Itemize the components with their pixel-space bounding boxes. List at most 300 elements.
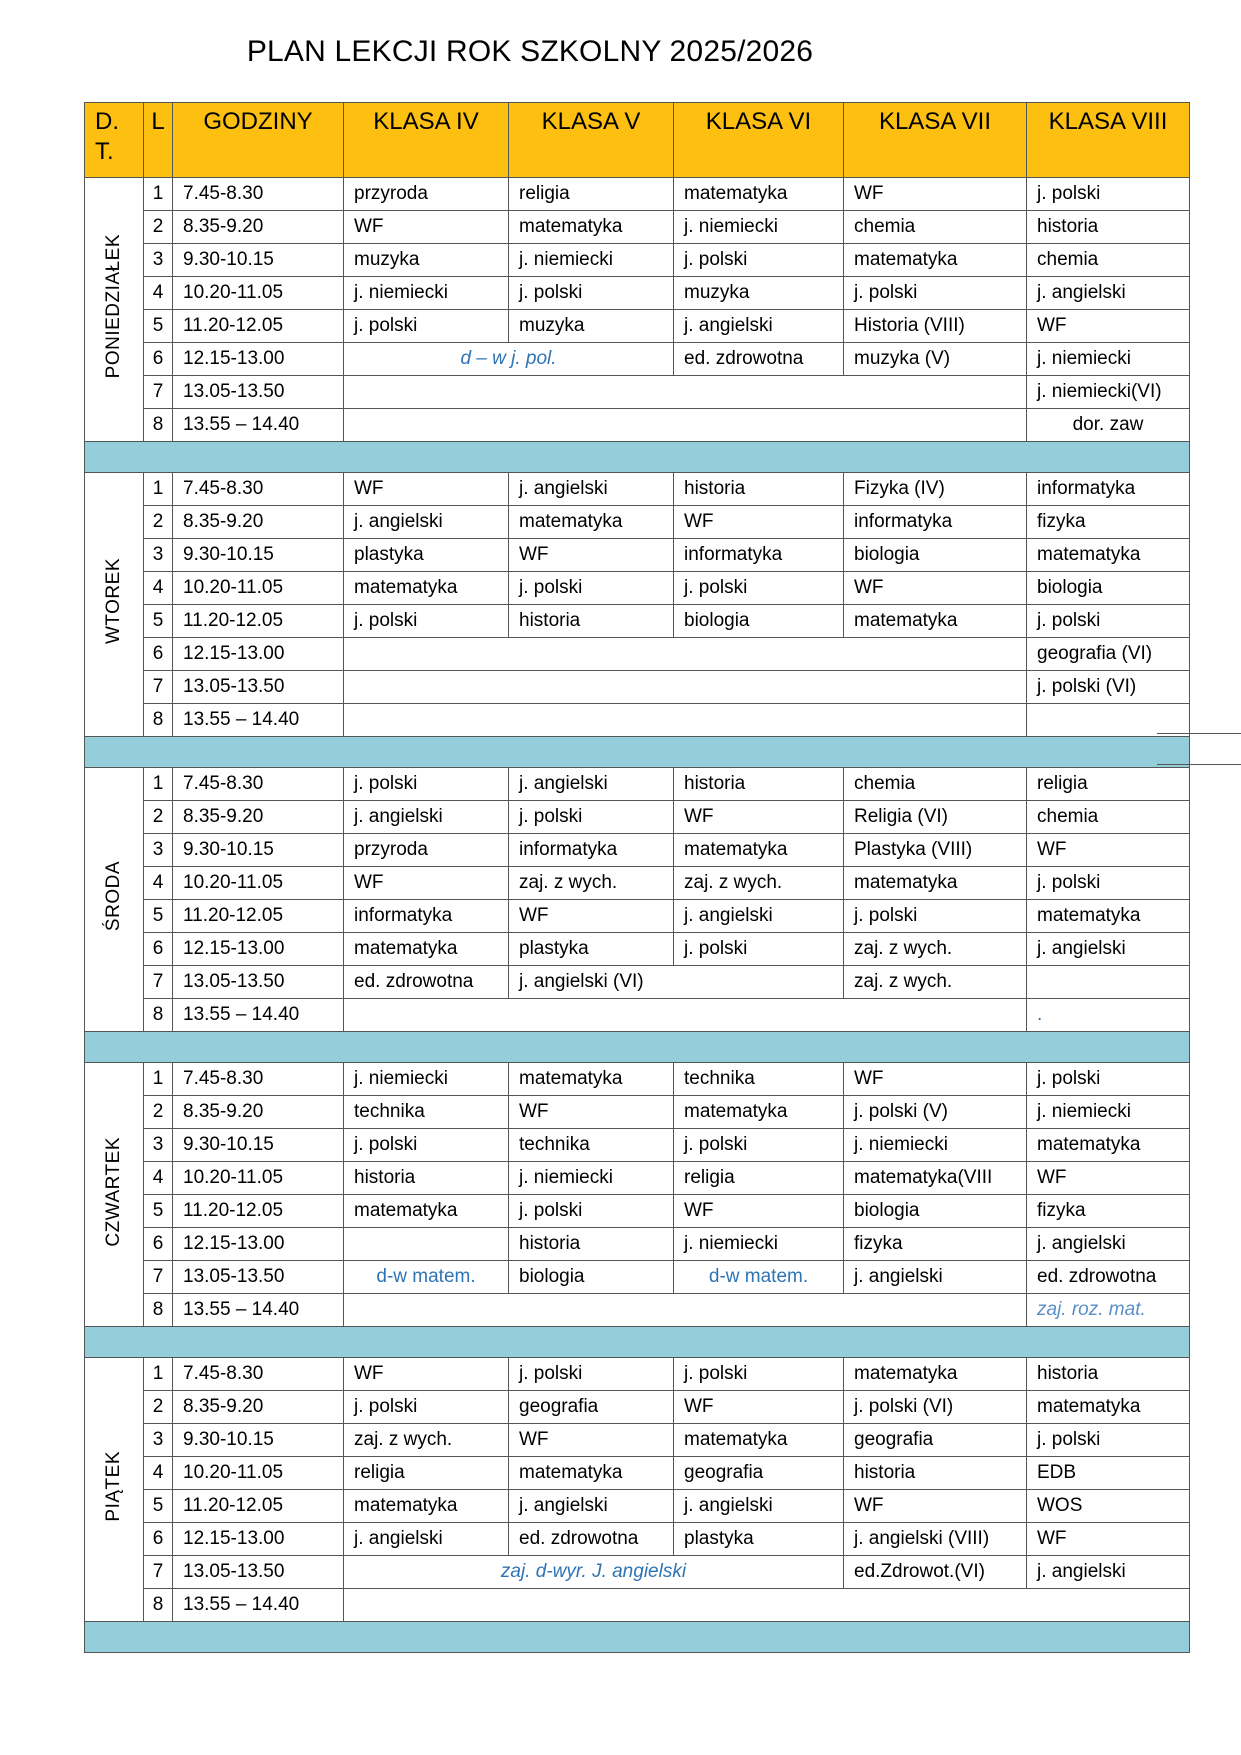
lesson-number: 1 [144,178,173,211]
lesson-number: 7 [144,1261,173,1294]
lesson-number: 5 [144,1195,173,1228]
lesson-number: 2 [144,506,173,539]
subject-cell: j. polski [1027,178,1190,211]
lesson-time: 8.35-9.20 [173,1096,344,1129]
subject-cell: fizyka [1027,1195,1190,1228]
subject-cell: j. polski [674,933,844,966]
subject-cell: WF [1027,1162,1190,1195]
lesson-time: 8.35-9.20 [173,211,344,244]
table-row [85,277,1190,310]
lesson-time: 9.30-10.15 [173,1129,344,1162]
subject-cell: ed. zdrowotna [1027,1261,1190,1294]
lesson-time: 11.20-12.05 [173,1490,344,1523]
subject-cell: Historia (VIII) [844,310,1027,343]
table-row [85,605,1190,638]
lesson-number: 1 [144,473,173,506]
empty-cell [344,638,1027,671]
lesson-number: 3 [144,1129,173,1162]
lesson-number: 3 [144,1424,173,1457]
day-separator [85,737,1190,768]
lesson-time: 7.45-8.30 [173,1063,344,1096]
table-row [85,1391,1190,1424]
table-row [85,310,1190,343]
subject-cell: j. angielski [674,310,844,343]
day-label [85,1063,144,1327]
subject-cell: WF [844,1490,1027,1523]
lesson-time: 13.55 – 14.40 [173,1294,344,1327]
subject-cell: ed. zdrowotna [509,1523,674,1556]
empty-cell [344,409,1027,442]
lesson-number: 3 [144,244,173,277]
subject-cell: j. niemiecki [1027,343,1190,376]
lesson-time: 13.55 – 14.40 [173,409,344,442]
subject-cell: technika [509,1129,674,1162]
subject-cell: j. polski [674,1358,844,1391]
subject-cell: muzyka [344,244,509,277]
lesson-number: 6 [144,1228,173,1261]
subject-cell: zaj. d-wyr. J. angielski [344,1556,844,1589]
header-class-vi: KLASA VI [674,103,844,178]
subject-cell: matematyka [344,1195,509,1228]
subject-cell: j. niemiecki [344,277,509,310]
lesson-number: 5 [144,605,173,638]
table-row [85,1490,1190,1523]
subject-cell: j. angielski [509,1490,674,1523]
day-label [85,768,144,1032]
subject-cell: matematyka [674,834,844,867]
subject-cell: muzyka (V) [844,343,1027,376]
subject-cell: religia [344,1457,509,1490]
subject-cell: religia [509,178,674,211]
table-row [85,704,1190,737]
subject-cell: j. angielski [1027,1228,1190,1261]
day-label [85,178,144,442]
table-row [85,211,1190,244]
subject-cell: historia [1027,1358,1190,1391]
table-row [85,1129,1190,1162]
lesson-time: 9.30-10.15 [173,834,344,867]
subject-cell: j. angielski (VIII) [844,1523,1027,1556]
subject-cell: matematyka [674,1096,844,1129]
lesson-time: 12.15-13.00 [173,933,344,966]
lesson-time: 7.45-8.30 [173,473,344,506]
subject-cell: j. polski [344,1391,509,1424]
subject-cell: matematyka [1027,1129,1190,1162]
lesson-number: 2 [144,1391,173,1424]
page-title: PLAN LEKCJI ROK SZKOLNY 2025/2026 [246,35,814,68]
lesson-number: 1 [144,1358,173,1391]
subject-cell: WF [509,539,674,572]
empty-cell [344,704,1027,737]
stray-line [1157,764,1241,765]
subject-cell [1027,704,1190,737]
lesson-time: 10.20-11.05 [173,867,344,900]
lesson-time: 13.55 – 14.40 [173,704,344,737]
lesson-time: 13.05-13.50 [173,1556,344,1589]
lesson-number: 5 [144,1490,173,1523]
subject-cell: muzyka [509,310,674,343]
separator-cell [85,442,1190,473]
subject-cell: zaj. z wych. [344,1424,509,1457]
subject-cell: informatyka [344,900,509,933]
subject-cell: WF [509,1096,674,1129]
empty-cell [344,376,1027,409]
empty-cell [344,1294,1027,1327]
table-row [85,409,1190,442]
lesson-time: 7.45-8.30 [173,768,344,801]
lesson-number: 2 [144,1096,173,1129]
subject-cell: chemia [1027,801,1190,834]
subject-cell: WOS [1027,1490,1190,1523]
table-row [85,1261,1190,1294]
subject-cell: geografia [844,1424,1027,1457]
day-name: ŚRODA [103,861,124,932]
day-name: CZWARTEK [103,1136,124,1247]
subject-cell: WF [344,211,509,244]
table-row [85,539,1190,572]
subject-cell: geografia [674,1457,844,1490]
table-row [85,572,1190,605]
lesson-time: 7.45-8.30 [173,178,344,211]
subject-cell: j. polski [509,1195,674,1228]
subject-cell: j. angielski [509,768,674,801]
table-row [85,1195,1190,1228]
subject-cell: j. niemiecki [674,211,844,244]
subject-cell: EDB [1027,1457,1190,1490]
lesson-time: 9.30-10.15 [173,539,344,572]
subject-cell: technika [674,1063,844,1096]
lesson-time: 13.05-13.50 [173,376,344,409]
table-row [85,1457,1190,1490]
separator-cell [85,1622,1190,1653]
subject-cell: fizyka [844,1228,1027,1261]
lesson-number: 4 [144,277,173,310]
subject-cell: plastyka [344,539,509,572]
subject-cell: przyroda [344,178,509,211]
subject-cell: j. angielski [1027,933,1190,966]
subject-cell: historia [674,473,844,506]
table-row [85,1589,1190,1622]
subject-cell [1027,966,1190,999]
lesson-number: 1 [144,1063,173,1096]
subject-cell: ed.Zdrowot.(VI) [844,1556,1027,1589]
lesson-number: 2 [144,211,173,244]
lesson-time: 10.20-11.05 [173,1162,344,1195]
subject-cell: WF [509,900,674,933]
subject-cell: j. polski [1027,1063,1190,1096]
lesson-number: 8 [144,1589,173,1622]
subject-cell: WF [1027,834,1190,867]
subject-cell: historia [674,768,844,801]
subject-cell: historia [344,1162,509,1195]
subject-cell: matematyka(VIII [844,1162,1027,1195]
lesson-number: 6 [144,638,173,671]
subject-cell: j. angielski [674,1490,844,1523]
table-row [85,1228,1190,1261]
table-row [85,1063,1190,1096]
subject-cell: ed. zdrowotna [344,966,509,999]
subject-cell: WF [1027,310,1190,343]
empty-cell [344,999,1027,1032]
table-row [85,999,1190,1032]
subject-cell: chemia [1027,244,1190,277]
subject-cell: matematyka [509,1457,674,1490]
subject-cell: matematyka [844,244,1027,277]
subject-cell: j. niemiecki [674,1228,844,1261]
table-row [85,1556,1190,1589]
subject-cell: matematyka [844,605,1027,638]
subject-cell: plastyka [674,1523,844,1556]
subject-cell: WF [674,801,844,834]
day-name: PIĄTEK [103,1451,124,1522]
table-row [85,343,1190,376]
lesson-time: 11.20-12.05 [173,310,344,343]
subject-cell: d-w matem. [344,1261,509,1294]
subject-cell: WF [844,1063,1027,1096]
timetable [84,102,1190,1653]
lesson-time: 10.20-11.05 [173,1457,344,1490]
subject-cell: biologia [844,1195,1027,1228]
lesson-number: 7 [144,376,173,409]
table-row [85,1294,1190,1327]
table-row [85,834,1190,867]
subject-cell: historia [844,1457,1027,1490]
lesson-number: 7 [144,671,173,704]
table-row [85,1358,1190,1391]
subject-cell: muzyka [674,277,844,310]
subject-cell: matematyka [844,867,1027,900]
subject-cell: j. niemiecki [1027,1096,1190,1129]
table-row [85,933,1190,966]
subject-cell: j. angielski (VI) [509,966,844,999]
subject-cell: WF [674,1195,844,1228]
subject-cell: WF [1027,1523,1190,1556]
separator-cell [85,1032,1190,1063]
table-row [85,1424,1190,1457]
lesson-number: 8 [144,999,173,1032]
lesson-time: 11.20-12.05 [173,900,344,933]
subject-cell: WF [844,572,1027,605]
subject-cell: j. polski [674,572,844,605]
header-class-viii: KLASA VIII [1027,103,1190,178]
subject-cell: chemia [844,768,1027,801]
table-row [85,178,1190,211]
lesson-number: 6 [144,343,173,376]
subject-cell: Fizyka (IV) [844,473,1027,506]
table-row [85,506,1190,539]
subject-cell: zaj. z wych. [674,867,844,900]
lesson-number: 2 [144,801,173,834]
subject-cell: przyroda [344,834,509,867]
subject-cell: d-w matem. [674,1261,844,1294]
lesson-time: 12.15-13.00 [173,1523,344,1556]
subject-cell: j. niemiecki [509,1162,674,1195]
subject-cell: WF [509,1424,674,1457]
subject-cell: j. angielski [509,473,674,506]
table-row [85,966,1190,999]
lesson-time: 12.15-13.00 [173,638,344,671]
subject-cell: j. angielski [344,1523,509,1556]
subject-cell: j. niemiecki [509,244,674,277]
subject-cell: j. polski (V) [844,1096,1027,1129]
lesson-time: 10.20-11.05 [173,572,344,605]
table-row [85,244,1190,277]
lesson-time: 9.30-10.15 [173,244,344,277]
table-row [85,900,1190,933]
lesson-number: 6 [144,1523,173,1556]
subject-cell: biologia [1027,572,1190,605]
subject-cell: matematyka [674,1424,844,1457]
subject-cell: j. polski (VI) [844,1391,1027,1424]
header-dt: D. T. [85,103,144,178]
lesson-number: 4 [144,867,173,900]
subject-cell: WF [674,506,844,539]
subject-cell: plastyka [509,933,674,966]
subject-cell: j. polski [1027,605,1190,638]
subject-cell: WF [344,473,509,506]
lesson-time: 13.05-13.50 [173,966,344,999]
subject-cell: biologia [509,1261,674,1294]
subject-cell: j. polski [344,605,509,638]
subject-cell: j. angielski [674,900,844,933]
subject-cell: matematyka [1027,539,1190,572]
subject-cell: ed. zdrowotna [674,343,844,376]
subject-cell: biologia [674,605,844,638]
subject-cell: j. polski [1027,867,1190,900]
table-row [85,1523,1190,1556]
lesson-number: 3 [144,834,173,867]
lesson-number: 6 [144,933,173,966]
subject-cell: j. niemiecki [844,1129,1027,1162]
header-class-v: KLASA V [509,103,674,178]
subject-cell: fizyka [1027,506,1190,539]
lesson-time: 12.15-13.00 [173,343,344,376]
subject-cell: zaj. z wych. [509,867,674,900]
subject-cell: j. angielski [344,801,509,834]
day-label [85,1358,144,1622]
lesson-number: 8 [144,1294,173,1327]
day-label [85,473,144,737]
subject-cell: informatyka [844,506,1027,539]
lesson-time: 12.15-13.00 [173,1228,344,1261]
table-row [85,1162,1190,1195]
subject-cell: j. polski [344,768,509,801]
subject-cell: Religia (VI) [844,801,1027,834]
table-row [85,671,1190,704]
lesson-number: 5 [144,900,173,933]
subject-cell: religia [1027,768,1190,801]
lesson-number: 3 [144,539,173,572]
subject-cell: j. angielski [344,506,509,539]
subject-cell: j. polski [674,1129,844,1162]
subject-cell: biologia [844,539,1027,572]
day-name: PONIEDZIAŁEK [103,234,124,379]
subject-cell: geografia [509,1391,674,1424]
day-name: WTOREK [103,558,124,645]
lesson-number: 7 [144,1556,173,1589]
subject-cell: Plastyka (VIII) [844,834,1027,867]
subject-cell: j. niemiecki(VI) [1027,376,1190,409]
table-row [85,1096,1190,1129]
lesson-number: 8 [144,704,173,737]
lesson-number: 4 [144,1457,173,1490]
subject-cell: matematyka [509,211,674,244]
header-hours: GODZINY [173,103,344,178]
subject-cell: j. niemiecki [344,1063,509,1096]
header-class-iv: KLASA IV [344,103,509,178]
subject-cell: j. polski [344,1129,509,1162]
subject-cell: j. polski [509,1358,674,1391]
subject-cell: j. polski [509,277,674,310]
subject-cell: historia [1027,211,1190,244]
lesson-number: 4 [144,1162,173,1195]
lesson-time: 13.55 – 14.40 [173,1589,344,1622]
subject-cell: historia [509,1228,674,1261]
subject-cell [344,1228,509,1261]
separator-cell [85,1327,1190,1358]
table-row [85,768,1190,801]
subject-cell: WF [344,1358,509,1391]
lesson-number: 4 [144,572,173,605]
subject-cell: matematyka [509,506,674,539]
subject-cell: zaj. z wych. [844,933,1027,966]
subject-cell: matematyka [344,572,509,605]
subject-cell: matematyka [509,1063,674,1096]
table-row [85,638,1190,671]
subject-cell: historia [509,605,674,638]
lesson-number: 1 [144,768,173,801]
lesson-time: 13.05-13.50 [173,1261,344,1294]
lesson-number: 5 [144,310,173,343]
lesson-time: 8.35-9.20 [173,801,344,834]
subject-cell: matematyka [674,178,844,211]
header-row [85,103,1190,178]
subject-cell: dor. zaw [1027,409,1190,442]
subject-cell: WF [844,178,1027,211]
lesson-time: 9.30-10.15 [173,1424,344,1457]
lesson-time: 7.45-8.30 [173,1358,344,1391]
subject-cell: d – w j. pol. [344,343,674,376]
subject-cell: zaj. roz. mat. [1027,1294,1190,1327]
subject-cell: j. polski [674,244,844,277]
subject-cell: geografia (VI) [1027,638,1190,671]
subject-cell [344,1589,1190,1622]
subject-cell: j. polski [509,572,674,605]
separator-cell [85,737,1190,768]
day-separator [85,442,1190,473]
table-row [85,867,1190,900]
subject-cell: zaj. z wych. [844,966,1027,999]
subject-cell: . [1027,999,1190,1032]
lesson-number: 8 [144,409,173,442]
subject-cell: religia [674,1162,844,1195]
subject-cell: j. polski (VI) [1027,671,1190,704]
subject-cell: informatyka [674,539,844,572]
lesson-number: 7 [144,966,173,999]
table-row [85,801,1190,834]
subject-cell: j. polski [844,900,1027,933]
subject-cell: j. angielski [1027,277,1190,310]
empty-cell [344,671,1027,704]
day-separator [85,1622,1190,1653]
lesson-time: 11.20-12.05 [173,1195,344,1228]
lesson-time: 8.35-9.20 [173,1391,344,1424]
subject-cell: matematyka [1027,1391,1190,1424]
lesson-time: 8.35-9.20 [173,506,344,539]
subject-cell: matematyka [844,1358,1027,1391]
header-class-vii: KLASA VII [844,103,1027,178]
subject-cell: matematyka [344,1490,509,1523]
